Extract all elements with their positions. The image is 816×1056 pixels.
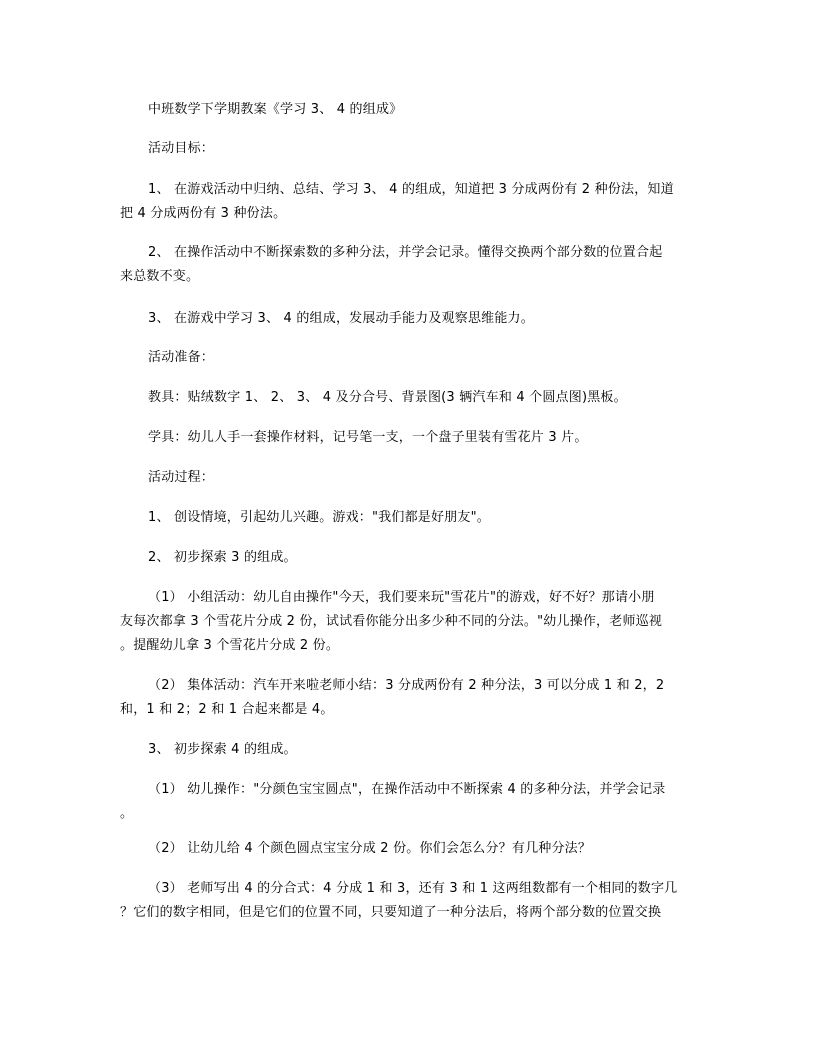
step-3-3-line-2: ？它们的数字相同，但是它们的位置不同，只要知道了一种分法后，将两个部分数的位置交换 xyxy=(120,905,662,920)
step-1: 1、 创设情境，引起幼儿兴趣。游戏："我们都是好朋友"。 xyxy=(148,510,490,525)
goal-1-line-1: 1、 在游戏活动中归纳、总结、学习 3、 4 的组成，知道把 3 分成两份有 2 种份法，知道 xyxy=(148,182,674,197)
prep-teacher: 教具：贴绒数字 1、 2、 3、 4 及分合号、背景图(3 辆汽车和 4 个圆点图)黑板。 xyxy=(148,390,627,405)
prep-heading: 活动准备： xyxy=(148,350,215,365)
goal-3: 3、 在游戏中学习 3、 4 的组成，发展动手能力及观察思维能力。 xyxy=(148,311,534,326)
goals-heading: 活动目标： xyxy=(148,141,215,156)
step-3-3-line-1: （3） 老师写出 4 的分合式：4 分成 1 和 3，还有 3 和 1 这两组数都有一个相同的数字几 xyxy=(148,881,678,896)
step-2-2-line-2: 和，1 和 2；2 和 1 合起来都是 4。 xyxy=(120,702,334,717)
prep-student: 学具：幼儿人手一套操作材料，记号笔一支，一个盘子里装有雪花片 3 片。 xyxy=(148,430,588,445)
step-3: 3、 初步探索 4 的组成。 xyxy=(148,742,297,757)
goal-2-line-1: 2、 在操作活动中不断探索数的多种分法，并学会记录。懂得交换两个部分数的位置合起 xyxy=(148,245,663,260)
step-3-2: （2） 让幼儿给 4 个颜色圆点宝宝分成 2 份。你们会怎么分？有几种分法？ xyxy=(148,841,592,856)
step-2-2-line-1: （2） 集体活动：汽车开来啦老师小结：3 分成两份有 2 种分法，3 可以分成 1 和 2，2 xyxy=(148,678,665,693)
step-3-1-line-1: （1） 幼儿操作："分颜色宝宝圆点"，在操作活动中不断探索 4 的多种分法，并学会记录 xyxy=(148,782,666,797)
step-2-1-line-2: 友每次都拿 3 个雪花片分成 2 份，试试看你能分出多少种不同的分法。"幼儿操作，老师巡视 xyxy=(120,614,663,629)
step-2: 2、 初步探索 3 的组成。 xyxy=(148,550,297,565)
document-title: 中班数学下学期教案《学习 3、 4 的组成》 xyxy=(148,102,403,117)
step-2-1-line-3: 。提醒幼儿拿 3 个雪花片分成 2 份。 xyxy=(120,638,340,653)
goal-1-line-2: 把 4 分成两份有 3 种份法。 xyxy=(120,206,287,221)
step-2-1-line-1: （1） 小组活动：幼儿自由操作"今天，我们要来玩"雪花片"的游戏，好不好？那请小朋 xyxy=(148,590,655,605)
process-heading: 活动过程： xyxy=(148,470,215,485)
goal-2-line-2: 来总数不变。 xyxy=(120,269,200,284)
step-3-1-line-2: 。 xyxy=(120,806,134,821)
